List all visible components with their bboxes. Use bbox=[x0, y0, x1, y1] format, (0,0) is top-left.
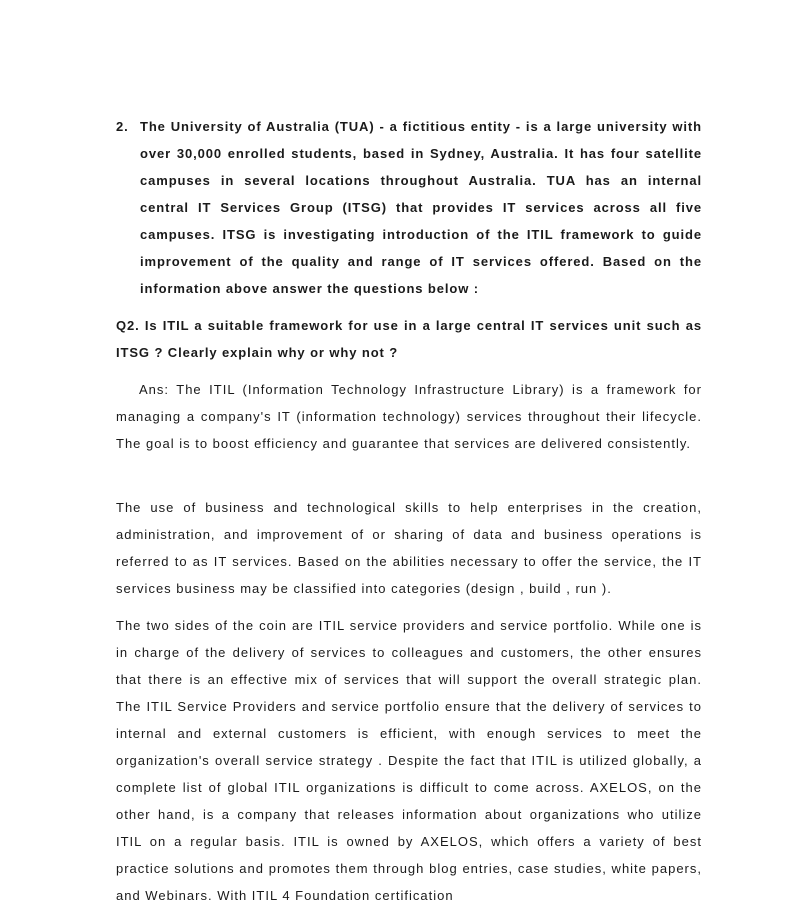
answer-paragraph-2: The use of business and technological skills to help enterprises in the creation, administration, and improvement of or sharing of data and business operations is referred to as IT services. Based on the abilities necessary to offer the service, the IT services business may be classified into categories (design , build , run ). bbox=[116, 500, 702, 596]
question-2-text: Q2. Is ITIL a suitable framework for use in a large central IT services unit such as ITSG ? Clearly explain why or why not ? bbox=[116, 318, 702, 360]
question-1 bbox=[116, 113, 702, 302]
question-1-number: 2. bbox=[116, 119, 129, 134]
answer-paragraph-3: The two sides of the coin are ITIL service providers and service portfolio. While one is in charge of the delivery of services to colleagues and customers, the other ensures that there is an effective mix of services that will support the overall strategic plan. The ITIL Service Providers and service portfolio ensure that the delivery of services to internal and external customers is efficient, with enough services to meet the organization's overall service strategy . Despite the fact that ITIL is utilized globally, a complete list of global ITIL organizations is difficult to come across. AXELOS, on the other hand, is a company that releases information about organizations who utilize ITIL on a regular basis. ITIL is owned by AXELOS, which offers a variety of best practice solutions and promotes them through blog entries, case studies, white papers, and Webinars. With ITIL 4 Foundation certification bbox=[116, 618, 702, 903]
question-1-text: The University of Australia (TUA) - a fictitious entity - is a large university with over 30,000 enrolled students, based in Sydney, Australia. It has four satellite campuses in several locations throughout Australia. TUA has an internal central IT Services Group (ITSG) that provides IT services across all five campuses. ITSG is investigating introduction of the ITIL framework to guide improvement of the quality and range of IT services offered. Based on the information above answer the questions below : bbox=[140, 119, 702, 296]
answer-paragraph-1: Ans: The ITIL (Information Technology Infrastructure Library) is a framework for managing a company's IT (information technology) services throughout their lifecycle. The goal is to boost efficiency and guarantee that services are delivered consistently. bbox=[116, 382, 702, 451]
